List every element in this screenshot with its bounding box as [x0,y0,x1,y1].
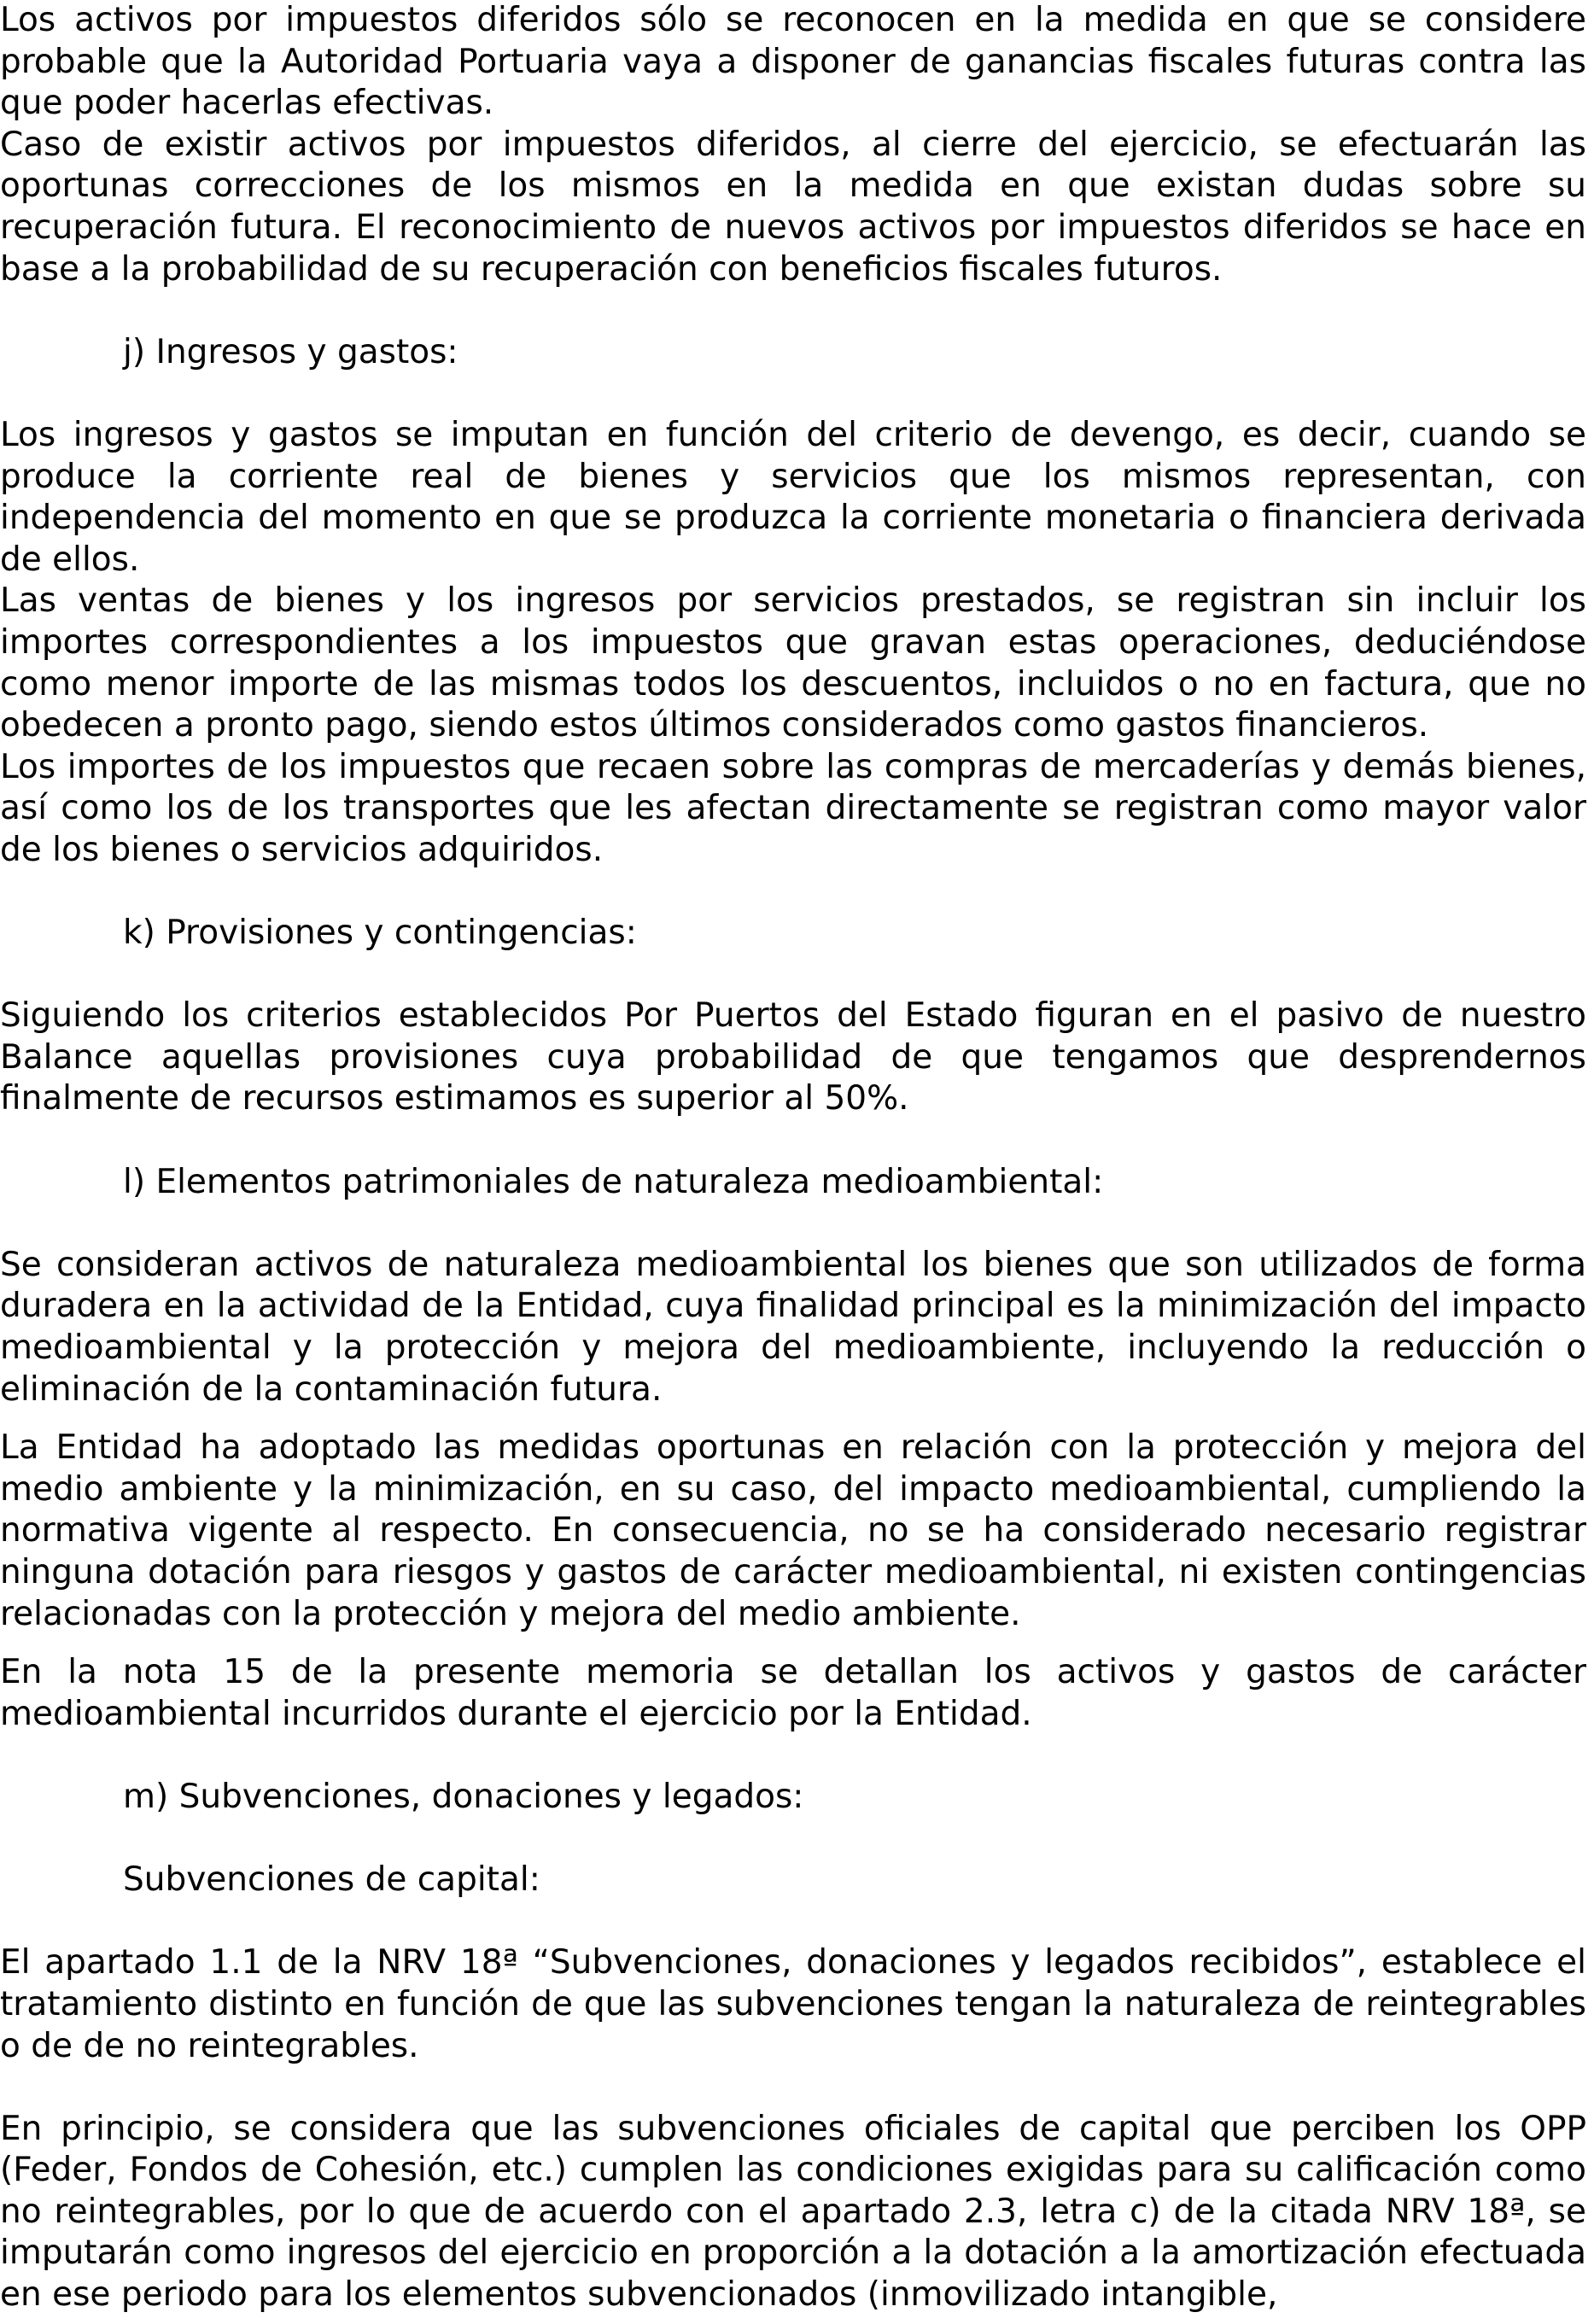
paragraph-deferred-tax-recognition: Los activos por impuestos diferidos sólo se reconocen en la medida en que se considere probable que la Autoridad Portuaria vaya a disponer de ganancias fiscales futuras contra las que poder hacerlas efectivas. [0,1,1586,123]
paragraph-provisions-criteria: Siguiendo los criterios establecidos Por Puertos del Estado figuran en el pasivo de nuestro Balance aquellas provisiones cuya probabilidad de que tengamos que desprendernos finalmente de recursos estimamos es superior al 50%. [0,996,1586,1118]
paragraph-purchase-taxes: Los importes de los impuestos que recaen sobre las compras de mercaderías y demás bienes, así como los de los transportes que les afectan directamente se registran como mayor valor de los bienes o servicios adquiridos. [0,747,1586,869]
heading-subvenciones-capital: Subvenciones de capital: [123,1860,540,1900]
heading-medioambiental: l) Elementos patrimoniales de naturaleza medioambiental: [123,1162,1104,1201]
paragraph-environmental-measures: La Entidad ha adoptado las medidas oportunas en relación con la protección y mejora del medio ambiente y la minimización, en su caso, del impacto medioambiental, cumpliendo la normativa vigente al respecto. En consecuencia, no se ha considerado necesario registrar ninguna dotación para riesgos y gastos de carácter medioambiental, ni existen contingencias relacionadas con la protección y mejora del medio ambiente. [0,1428,1586,1633]
paragraph-accrual-criterion: Los ingresos y gastos se imputan en función del criterio de devengo, es decir, cuando se produce la corriente real de bienes y servicios que los mismos representan, con independencia del momento en que se produzca la corriente monetaria o financiera derivada de ellos. [0,415,1586,579]
heading-ingresos-gastos: j) Ingresos y gastos: [123,332,458,371]
heading-subvenciones: m) Subvenciones, donaciones y legados: [123,1777,804,1816]
heading-provisiones: k) Provisiones y contingencias: [123,914,637,953]
paragraph-non-refundable-grants: En principio, se considera que las subvenciones oficiales de capital que perciben los OPP (Feder, Fondos de Cohesión, etc.) cumplen las condiciones exigidas para su calificación como no reintegrables, por lo que de acuerdo con el apartado 2.3, letra c) de la citada NRV 18ª, se imputarán como ingresos del ejercicio en proporción a la dotación a la amortización efectuada en ese periodo para los elementos subvencionados (inmovilizado intangible, [0,2109,1586,2315]
paragraph-sales-revenue: Las ventas de bienes y los ingresos por servicios prestados, se registran sin incluir los importes correspondientes a los impuestos que gravan estas operaciones, deduciéndose como menor importe de las mismas todos los descuentos, incluidos o no en factura, que no obedecen a pronto pago, siendo estos últimos considerados como gastos financieros. [0,581,1586,745]
paragraph-note-15: En la nota 15 de la presente memoria se detallan los activos y gastos de carácter medioambiental incurridos durante el ejercicio por la Entidad. [0,1653,1586,1733]
paragraph-nrv18-treatment: El apartado 1.1 de la NRV 18ª “Subvenciones, donaciones y legados recibidos”, establece el tratamiento distinto en función de que las subvenciones tengan la naturaleza de reintegrables o de de no reintegrables. [0,1943,1586,2065]
paragraph-environmental-assets: Se consideran activos de naturaleza medioambiental los bienes que son utilizados de forma duradera en la actividad de la Entidad, cuya finalidad principal es la minimización del impacto medioambiental y la protección y mejora del medioambiente, incluyendo la reducción o eliminación de la contaminación futura. [0,1245,1586,1409]
paragraph-deferred-tax-corrections: Caso de existir activos por impuestos diferidos, al cierre del ejercicio, se efectuarán las oportunas correcciones de los mismos en la medida en que existan dudas sobre su recuperación futura. El reconocimiento de nuevos activos por impuestos diferidos se hace en base a la probabilidad de su recuperación con beneficios fiscales futuros. [0,125,1586,289]
